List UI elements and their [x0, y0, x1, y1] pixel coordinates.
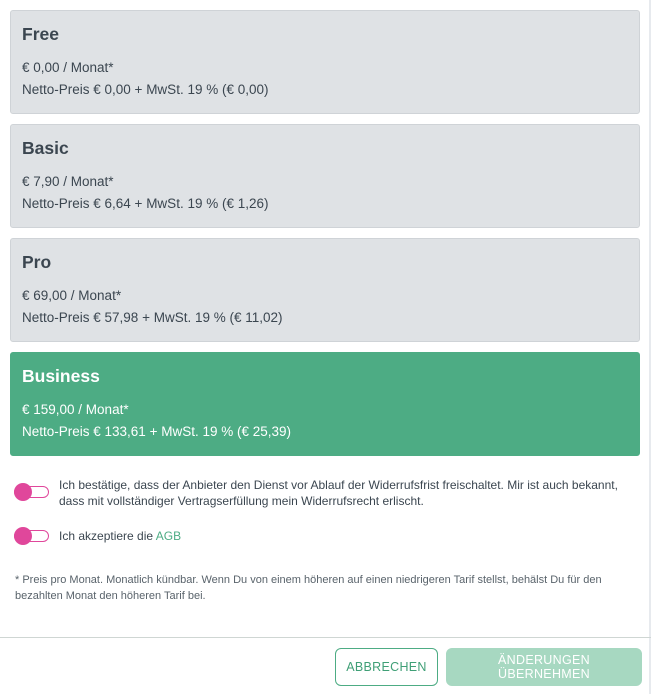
plan-price: € 0,00 / Monat*: [22, 60, 114, 75]
plan-list: [10, 10, 640, 466]
consent-terms: [14, 527, 624, 545]
plan-net-price: Netto-Preis € 0,00 + MwSt. 19 % (€ 0,00): [22, 82, 269, 97]
consent-withdrawal: [14, 476, 624, 509]
plan-card-basic[interactable]: [10, 124, 640, 228]
pricing-footnote: * Preis pro Monat. Monatlich kündbar. Wenn Du von einem höheren auf einen niedrigeren Tarif stellst, behälst Du für den bezahlten Monat den höheren Tarif bei.: [15, 574, 602, 602]
withdrawal-toggle[interactable]: [14, 483, 50, 501]
plan-price: € 69,00 / Monat*: [22, 288, 122, 303]
plan-name: Business: [22, 366, 100, 386]
cancel-button[interactable]: ABBRECHEN: [335, 648, 438, 686]
plan-price: € 159,00 / Monat*: [22, 402, 129, 417]
plan-price: € 7,90 / Monat*: [22, 174, 114, 189]
agb-link[interactable]: AGB: [155, 529, 182, 543]
apply-changes-button[interactable]: ÄNDERUNGEN ÜBERNEHMEN: [446, 648, 642, 686]
toggle-knob: [14, 527, 32, 545]
plan-card-free[interactable]: [10, 10, 640, 114]
terms-consent-text: Ich akzeptiere die: [59, 529, 154, 543]
terms-toggle[interactable]: [14, 527, 50, 545]
terms-consent-label: [59, 527, 624, 544]
plan-net-price: Netto-Preis € 6,64 + MwSt. 19 % (€ 1,26): [22, 196, 269, 211]
plan-name: Pro: [22, 252, 52, 272]
plan-net-price: Netto-Preis € 57,98 + MwSt. 19 % (€ 11,02): [22, 310, 283, 325]
plan-card-pro[interactable]: [10, 238, 640, 342]
toggle-knob: [14, 483, 32, 501]
withdrawal-consent-text: Ich bestätige, dass der Anbieter den Dienst vor Ablauf der Widerrufsfrist freischaltet. Mir ist auch bekannt, dass mit vollständiger Vertragserfüllung mein Widerrufsrecht erlischt.: [59, 478, 618, 508]
footer-divider: [0, 637, 651, 638]
plan-card-business[interactable]: [10, 352, 640, 456]
plan-name: Free: [22, 24, 59, 44]
plan-name: Basic: [22, 138, 69, 158]
plan-net-price: Netto-Preis € 133,61 + MwSt. 19 % (€ 25,39): [22, 424, 292, 439]
